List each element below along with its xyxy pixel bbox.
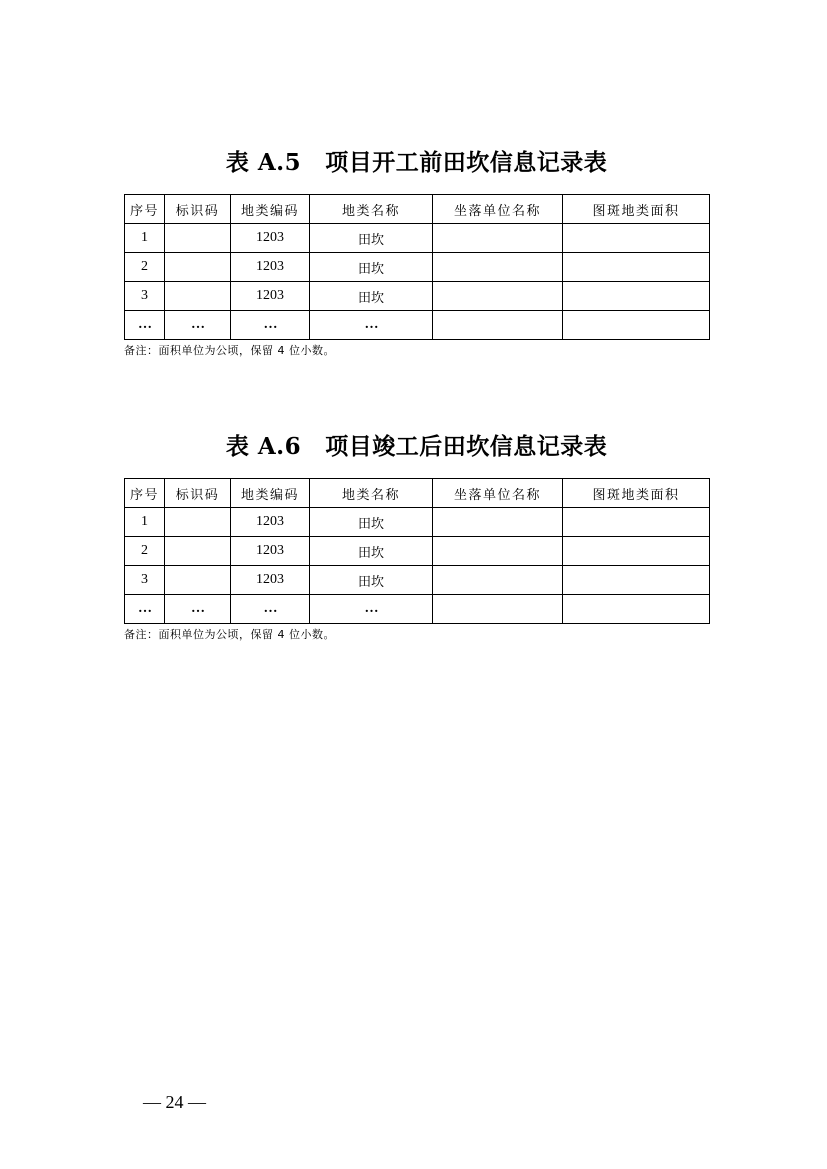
cell-seq: 1 xyxy=(125,224,165,253)
cell-id-code: … xyxy=(165,595,231,624)
table-row xyxy=(125,253,710,282)
table-row xyxy=(125,282,710,311)
header-unit-name: 坐落单位名称 xyxy=(433,479,563,508)
table-row xyxy=(125,224,710,253)
cell-unit-name xyxy=(433,595,563,624)
cell-area xyxy=(563,282,710,311)
cell-area xyxy=(563,224,710,253)
cell-land-code: 1203 xyxy=(231,224,310,253)
cell-seq: 2 xyxy=(125,537,165,566)
table-number: 表 A.6 xyxy=(225,433,302,460)
cell-unit-name xyxy=(433,224,563,253)
cell-land-code: … xyxy=(231,595,310,624)
cell-seq: … xyxy=(125,311,165,340)
cell-unit-name xyxy=(433,282,563,311)
cell-land-name: 田坎 xyxy=(310,508,433,537)
cell-seq: 3 xyxy=(125,282,165,311)
header-land-code: 地类编码 xyxy=(231,479,310,508)
table-header-row xyxy=(125,479,710,508)
table-title-text: 项目开工前田坎信息记录表 xyxy=(325,149,608,176)
cell-seq: 3 xyxy=(125,566,165,595)
table-title-text: 项目竣工后田坎信息记录表 xyxy=(325,433,608,460)
header-seq: 序号 xyxy=(125,479,165,508)
cell-land-name: 田坎 xyxy=(310,537,433,566)
header-unit-name: 坐落单位名称 xyxy=(433,195,563,224)
cell-land-name: … xyxy=(310,311,433,340)
table-row-ellipsis xyxy=(125,595,710,624)
table-row xyxy=(125,508,710,537)
cell-area xyxy=(563,595,710,624)
table-number: 表 A.5 xyxy=(225,149,302,176)
cell-land-name: 田坎 xyxy=(310,253,433,282)
header-area: 图斑地类面积 xyxy=(563,195,710,224)
cell-id-code xyxy=(165,566,231,595)
cell-seq: 1 xyxy=(125,508,165,537)
cell-area xyxy=(563,311,710,340)
cell-seq: … xyxy=(125,595,165,624)
header-id-code: 标识码 xyxy=(165,479,231,508)
cell-area xyxy=(563,253,710,282)
cell-unit-name xyxy=(433,537,563,566)
cell-land-name: 田坎 xyxy=(310,566,433,595)
table-row-ellipsis xyxy=(125,311,710,340)
cell-land-code: 1203 xyxy=(231,253,310,282)
cell-area xyxy=(563,537,710,566)
table-header-row xyxy=(125,195,710,224)
header-land-name: 地类名称 xyxy=(310,195,433,224)
cell-land-code: … xyxy=(231,311,310,340)
cell-area xyxy=(563,508,710,537)
cell-seq: 2 xyxy=(125,253,165,282)
cell-id-code xyxy=(165,224,231,253)
cell-id-code: … xyxy=(165,311,231,340)
cell-land-code: 1203 xyxy=(231,282,310,311)
cell-id-code xyxy=(165,282,231,311)
header-id-code: 标识码 xyxy=(165,195,231,224)
cell-land-code: 1203 xyxy=(231,566,310,595)
header-land-code: 地类编码 xyxy=(231,195,310,224)
cell-unit-name xyxy=(433,253,563,282)
table-row xyxy=(125,537,710,566)
header-area: 图斑地类面积 xyxy=(563,479,710,508)
table-section-a6 xyxy=(124,430,709,643)
table-title xyxy=(124,146,709,180)
record-table xyxy=(124,478,710,624)
cell-land-name: 田坎 xyxy=(310,282,433,311)
cell-land-code: 1203 xyxy=(231,508,310,537)
record-table xyxy=(124,194,710,340)
cell-unit-name xyxy=(433,311,563,340)
table-section-a5 xyxy=(124,146,709,359)
cell-land-code: 1203 xyxy=(231,537,310,566)
table-row xyxy=(125,566,710,595)
table-title xyxy=(124,430,709,464)
page-number: — 24 — xyxy=(143,1092,206,1112)
table-note: 备注：面积单位为公顷，保留 4 位小数。 xyxy=(124,628,335,641)
header-land-name: 地类名称 xyxy=(310,479,433,508)
cell-id-code xyxy=(165,253,231,282)
cell-id-code xyxy=(165,537,231,566)
cell-id-code xyxy=(165,508,231,537)
cell-unit-name xyxy=(433,508,563,537)
cell-unit-name xyxy=(433,566,563,595)
header-seq: 序号 xyxy=(125,195,165,224)
table-note: 备注：面积单位为公顷，保留 4 位小数。 xyxy=(124,344,335,357)
cell-land-name: 田坎 xyxy=(310,224,433,253)
cell-area xyxy=(563,566,710,595)
cell-land-name: … xyxy=(310,595,433,624)
